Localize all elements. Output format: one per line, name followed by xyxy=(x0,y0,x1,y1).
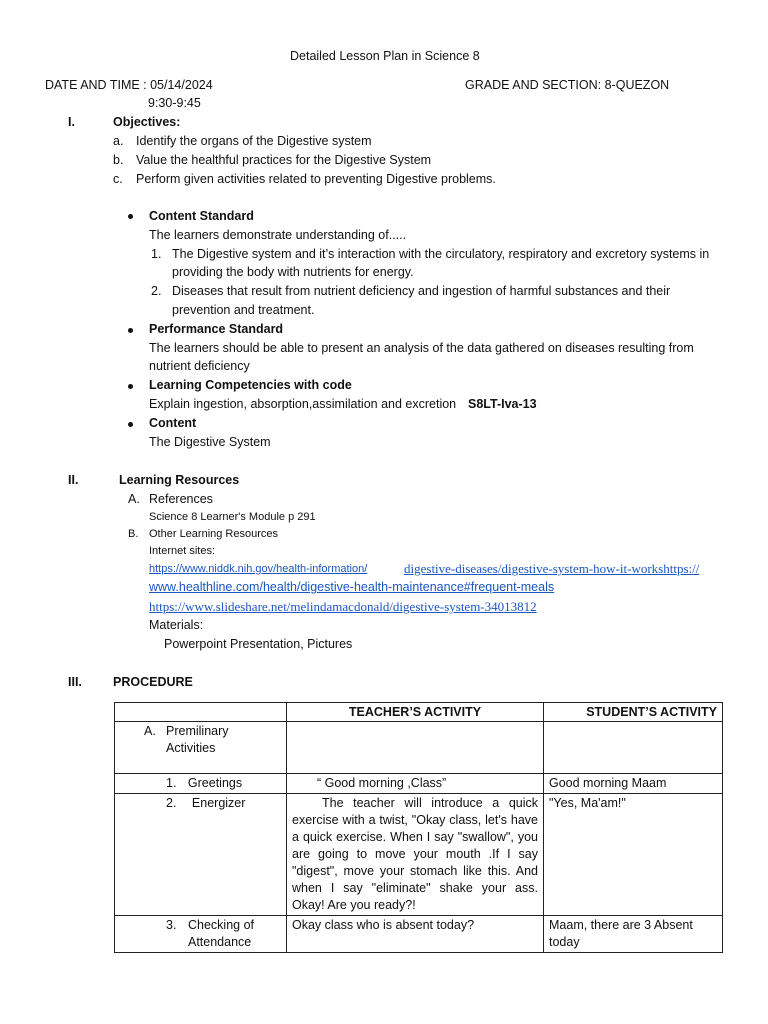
content-standard-num-1: 1. xyxy=(151,247,162,261)
bullet-icon xyxy=(128,328,133,333)
procedure-table xyxy=(114,702,723,953)
row-teacher-cell: Okay class who is absent today? xyxy=(287,916,544,953)
table-row xyxy=(115,916,723,953)
objectives-heading: Objectives: xyxy=(113,115,181,129)
page-title: Detailed Lesson Plan in Science 8 xyxy=(290,49,480,63)
objective-a: Identify the organs of the Digestive system xyxy=(136,134,372,148)
header-student-activity: STUDENT’S ACTIVITY xyxy=(544,703,723,722)
references-letter: A. xyxy=(128,492,140,506)
content-standard-heading: Content Standard xyxy=(149,209,254,223)
row-label xyxy=(115,794,287,916)
time-range: 9:30-9:45 xyxy=(148,96,201,110)
row-num: 2. xyxy=(166,796,177,810)
row-num: 3. xyxy=(166,918,177,932)
performance-standard-heading: Performance Standard xyxy=(149,322,284,336)
row-label-text: Greetings xyxy=(187,776,243,790)
header-teacher-activity: TEACHER’S ACTIVITY xyxy=(287,703,544,722)
table-row xyxy=(115,722,723,774)
internet-sites-label: Internet sites: xyxy=(149,545,216,557)
competency-code: S8LT-Iva-13 xyxy=(468,397,537,411)
row-teacher-cell: “ Good morning ,Class” xyxy=(287,774,544,794)
resource-link-2[interactable]: www.healthline.com/health/digestive-health-maintenance#frequent-meals xyxy=(149,580,555,594)
row-student-cell: "Yes, Ma'am!" xyxy=(544,794,723,916)
resource-link-1a[interactable]: https://www.niddk.nih.gov/health-information/ xyxy=(149,563,368,575)
row-label-text: Energizer xyxy=(191,796,246,810)
grade-section: GRADE AND SECTION: 8-QUEZON xyxy=(465,78,670,92)
row-label-line2: Activities xyxy=(166,741,216,755)
date-time: DATE AND TIME : 05/14/2024 xyxy=(45,78,213,92)
header-blank xyxy=(115,703,287,722)
learning-resources-heading: Learning Resources xyxy=(119,473,240,487)
row-student-cell: Maam, there are 3 Absent today xyxy=(544,916,723,953)
competencies-heading: Learning Competencies with code xyxy=(149,378,352,392)
bullet-icon xyxy=(128,422,133,427)
content-heading: Content xyxy=(149,416,197,430)
objective-letter-c: c. xyxy=(113,172,123,186)
content-standard-item-2-line2: prevention and treatment. xyxy=(172,303,315,317)
row-num: 1. xyxy=(166,776,177,790)
row-label xyxy=(115,916,287,953)
table-row xyxy=(115,794,723,916)
row-label-line2: Attendance xyxy=(188,935,252,949)
bullet-icon xyxy=(128,214,133,219)
other-resources-label: Other Learning Resources xyxy=(149,528,279,540)
row-student-cell: Good morning Maam xyxy=(544,774,723,794)
section-num-procedure: III. xyxy=(68,675,82,689)
resource-link-3[interactable]: https://www.slideshare.net/melindamacdonald/digestive-system-34013812 xyxy=(149,599,537,614)
materials-label: Materials: xyxy=(149,618,204,632)
performance-standard-line2: nutrient deficiency xyxy=(149,359,250,373)
row-label xyxy=(115,774,287,794)
performance-standard-line1: The learners should be able to present an analysis of the data gathered on diseases resulting from xyxy=(149,341,694,355)
content-standard-intro: The learners demonstrate understanding of..... xyxy=(149,228,407,242)
objective-b: Value the healthful practices for the Digestive System xyxy=(136,153,432,167)
table-header-row xyxy=(115,703,723,722)
competencies-text: Explain ingestion, absorption,assimilation and excretion xyxy=(149,397,457,411)
table-row xyxy=(115,774,723,794)
references-text: Science 8 Learner's Module p 291 xyxy=(149,511,316,523)
section-num-resources: II. xyxy=(68,473,79,487)
row-teacher-cell xyxy=(287,722,544,774)
objective-c: Perform given activities related to preventing Digestive problems. xyxy=(136,172,496,186)
objective-letter-b: b. xyxy=(113,153,124,167)
materials-text: Powerpoint Presentation, Pictures xyxy=(164,637,353,651)
bullet-icon xyxy=(128,384,133,389)
row-student-cell xyxy=(544,722,723,774)
row-letter: A. xyxy=(144,724,156,738)
other-resources-letter: B. xyxy=(128,528,139,540)
row-label-line1: Checking of xyxy=(188,918,255,932)
references-label: References xyxy=(149,492,213,506)
row-teacher-cell: The teacher will introduce a quick exercise with a twist, "Okay class, let's have a quick exercise. When I say "swallow", you are going to move your mouth .If I say "digest", move your stomach like this. And when I say "eliminate" shake your ass. Okay! Are you ready?! xyxy=(287,794,544,916)
objective-letter-a: a. xyxy=(113,134,124,148)
procedure-heading: PROCEDURE xyxy=(113,675,193,689)
content-text: The Digestive System xyxy=(149,435,271,449)
content-standard-item-1-line2: providing the body with nutrients for energy. xyxy=(172,265,414,279)
content-standard-item-1-line1: The Digestive system and it’s interaction with the circulatory, respiratory and excretory systems in xyxy=(172,247,710,261)
section-num-objectives: I. xyxy=(68,115,75,129)
resource-link-1b[interactable]: digestive-diseases/digestive-system-how-it-workshttps:// xyxy=(404,561,700,576)
content-standard-item-2-line1: Diseases that result from nutrient deficiency and ingestion of harmful substances and their xyxy=(172,284,671,298)
row-label-line1: Premilinary xyxy=(166,724,229,738)
content-standard-num-2: 2. xyxy=(151,284,162,298)
row-label xyxy=(115,722,287,774)
